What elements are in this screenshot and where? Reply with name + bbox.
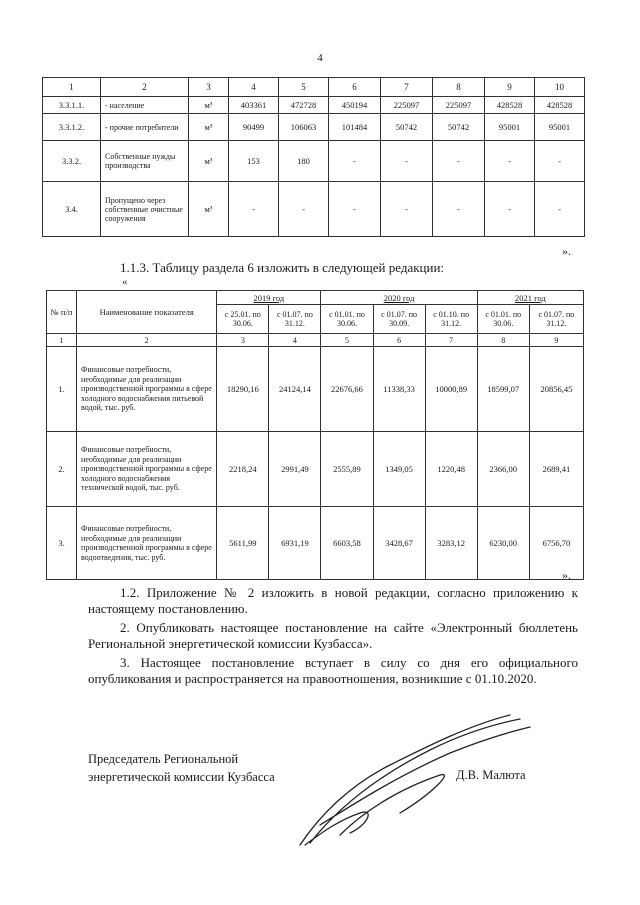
value-cell: - [229, 182, 279, 237]
value-cell: - [485, 141, 535, 182]
header-cell: 1 [43, 78, 101, 97]
index-cell: 5 [321, 334, 373, 347]
page-number: 4 [317, 52, 323, 64]
section-heading: 1.1.3. Таблицу раздела 6 изложить в следующей редакции: [120, 260, 445, 275]
signatory-title-line: Председатель Региональной [88, 752, 239, 766]
header-name: Наименование показателя [77, 291, 217, 334]
value-cell: 6230,00 [477, 507, 529, 580]
row-unit: м³ [189, 182, 229, 237]
row-number: 3. [47, 507, 77, 580]
index-cell: 3 [217, 334, 269, 347]
header-period: с 01.07. по 31.12. [269, 305, 321, 334]
row-number: 3.3.1.2. [43, 114, 101, 141]
table-header-row [47, 291, 584, 305]
value-cell: 50742 [433, 114, 485, 141]
value-cell: 24124,14 [269, 347, 321, 432]
index-cell: 1 [47, 334, 77, 347]
value-cell: - [279, 182, 329, 237]
value-cell: 2991,49 [269, 432, 321, 507]
header-period: с 01.07. по 31.12. [529, 305, 583, 334]
header-cell: 7 [381, 78, 433, 97]
header-cell: 9 [485, 78, 535, 97]
row-name: - население [101, 97, 189, 114]
row-name: Финансовые потребности, необходимые для реализации производственной программы в сфере водоотведения, тыс. руб. [77, 507, 217, 580]
financial-needs-table [46, 290, 584, 580]
table-row [43, 141, 585, 182]
value-cell: 5611,99 [217, 507, 269, 580]
value-cell: 1349,05 [373, 432, 425, 507]
header-period: с 01.07. по 30.09. [373, 305, 425, 334]
index-cell: 6 [373, 334, 425, 347]
header-year: 2021 год [477, 291, 583, 305]
value-cell: 6756,70 [529, 507, 583, 580]
value-cell: 153 [229, 141, 279, 182]
value-cell: 95001 [485, 114, 535, 141]
value-cell: 403361 [229, 97, 279, 114]
header-year: 2019 год [217, 291, 321, 305]
value-cell: 180 [279, 141, 329, 182]
value-cell: 95001 [535, 114, 585, 141]
header-cell: 6 [329, 78, 381, 97]
row-number: 1. [47, 347, 77, 432]
value-cell: 50742 [381, 114, 433, 141]
header-cell: 5 [279, 78, 329, 97]
index-cell: 7 [425, 334, 477, 347]
value-cell: - [381, 182, 433, 237]
value-cell: 6603,58 [321, 507, 373, 580]
value-cell: 22676,66 [321, 347, 373, 432]
value-cell: 18599,07 [477, 347, 529, 432]
row-number: 3.3.1.1. [43, 97, 101, 114]
paragraph-3 [88, 655, 578, 687]
paragraph-text: 2. Опубликовать настоящее постановление на сайте «Электронный бюллетень Региональной энергетической комиссии Кузбасса». [88, 620, 578, 651]
value-cell: 2689,41 [529, 432, 583, 507]
row-unit: м³ [189, 114, 229, 141]
value-cell: 450194 [329, 97, 381, 114]
value-cell: 2366,00 [477, 432, 529, 507]
value-cell: 2555,89 [321, 432, 373, 507]
table-index-row [47, 334, 584, 347]
value-cell: 1220,48 [425, 432, 477, 507]
value-cell: 11338,33 [373, 347, 425, 432]
signatory-title [88, 750, 275, 786]
row-unit: м³ [189, 141, 229, 182]
value-cell: - [433, 182, 485, 237]
table-row [47, 432, 584, 507]
header-period: с 01.01. по 30.06. [321, 305, 373, 334]
header-cell: 2 [101, 78, 189, 97]
row-number: 3.4. [43, 182, 101, 237]
value-cell: 472728 [279, 97, 329, 114]
row-name: Финансовые потребности, необходимые для реализации производственной программы в сфере холодного водоснабжения технической водой, тыс. руб. [77, 432, 217, 507]
row-name: Собственные нужды производства [101, 141, 189, 182]
paragraph-2 [88, 620, 578, 652]
indicator-table-continuation [42, 77, 585, 237]
row-name: - прочие потребители [101, 114, 189, 141]
row-name: Финансовые потребности, необходимые для реализации производственной программы в сфере холодного водоснабжения питьевой водой, тыс. руб. [77, 347, 217, 432]
value-cell: 101484 [329, 114, 381, 141]
row-number: 3.3.2. [43, 141, 101, 182]
table-row [43, 97, 585, 114]
value-cell: 20856,45 [529, 347, 583, 432]
paragraph-text: 1.2. Приложение № 2 изложить в новой редакции, согласно приложению к настоящему постановлению. [88, 585, 578, 616]
value-cell: 18290,16 [217, 347, 269, 432]
value-cell: - [535, 141, 585, 182]
value-cell: 2218,24 [217, 432, 269, 507]
row-number: 2. [47, 432, 77, 507]
signatory-title-line: энергетической комиссии Кузбасса [88, 770, 275, 784]
table1-closing-quote: ». [562, 244, 571, 258]
value-cell: - [535, 182, 585, 237]
paragraph-text: 3. Настоящее постановление вступает в силу со дня его официального опубликования и распространяется на правоотношения, возникшие с 01.10.2020. [88, 655, 578, 686]
index-cell: 9 [529, 334, 583, 347]
header-period: с 01.01. по 30.06. [477, 305, 529, 334]
value-cell: 106063 [279, 114, 329, 141]
table-row [43, 114, 585, 141]
table-row [47, 347, 584, 432]
header-cell: 10 [535, 78, 585, 97]
row-name: Пропущено через собственные очистные сооружения [101, 182, 189, 237]
value-cell: - [329, 141, 381, 182]
header-cell: 4 [229, 78, 279, 97]
header-cell: 3 [189, 78, 229, 97]
value-cell: 3283,12 [425, 507, 477, 580]
value-cell: 6931,19 [269, 507, 321, 580]
value-cell: - [433, 141, 485, 182]
header-period: с 01.10. по 31.12. [425, 305, 477, 334]
value-cell: - [485, 182, 535, 237]
paragraph-1-2 [88, 585, 578, 617]
header-cell: 8 [433, 78, 485, 97]
table-row [47, 507, 584, 580]
value-cell: 225097 [433, 97, 485, 114]
signatory-name: Д.В. Малюта [456, 768, 526, 782]
value-cell: 225097 [381, 97, 433, 114]
value-cell: - [329, 182, 381, 237]
table-row [43, 182, 585, 237]
value-cell: 90499 [229, 114, 279, 141]
row-unit: м³ [189, 97, 229, 114]
header-period: с 25.01. по 30.06. [217, 305, 269, 334]
value-cell: 3428,67 [373, 507, 425, 580]
header-num: № п/п [47, 291, 77, 334]
table-header-row [43, 78, 585, 97]
index-cell: 4 [269, 334, 321, 347]
value-cell: 428528 [535, 97, 585, 114]
value-cell: 428528 [485, 97, 535, 114]
index-cell: 2 [77, 334, 217, 347]
table2-opening-quote: « [122, 276, 128, 288]
index-cell: 8 [477, 334, 529, 347]
header-year: 2020 год [321, 291, 477, 305]
value-cell: 10000,89 [425, 347, 477, 432]
table2-closing-quote: ». [562, 568, 571, 582]
value-cell: - [381, 141, 433, 182]
